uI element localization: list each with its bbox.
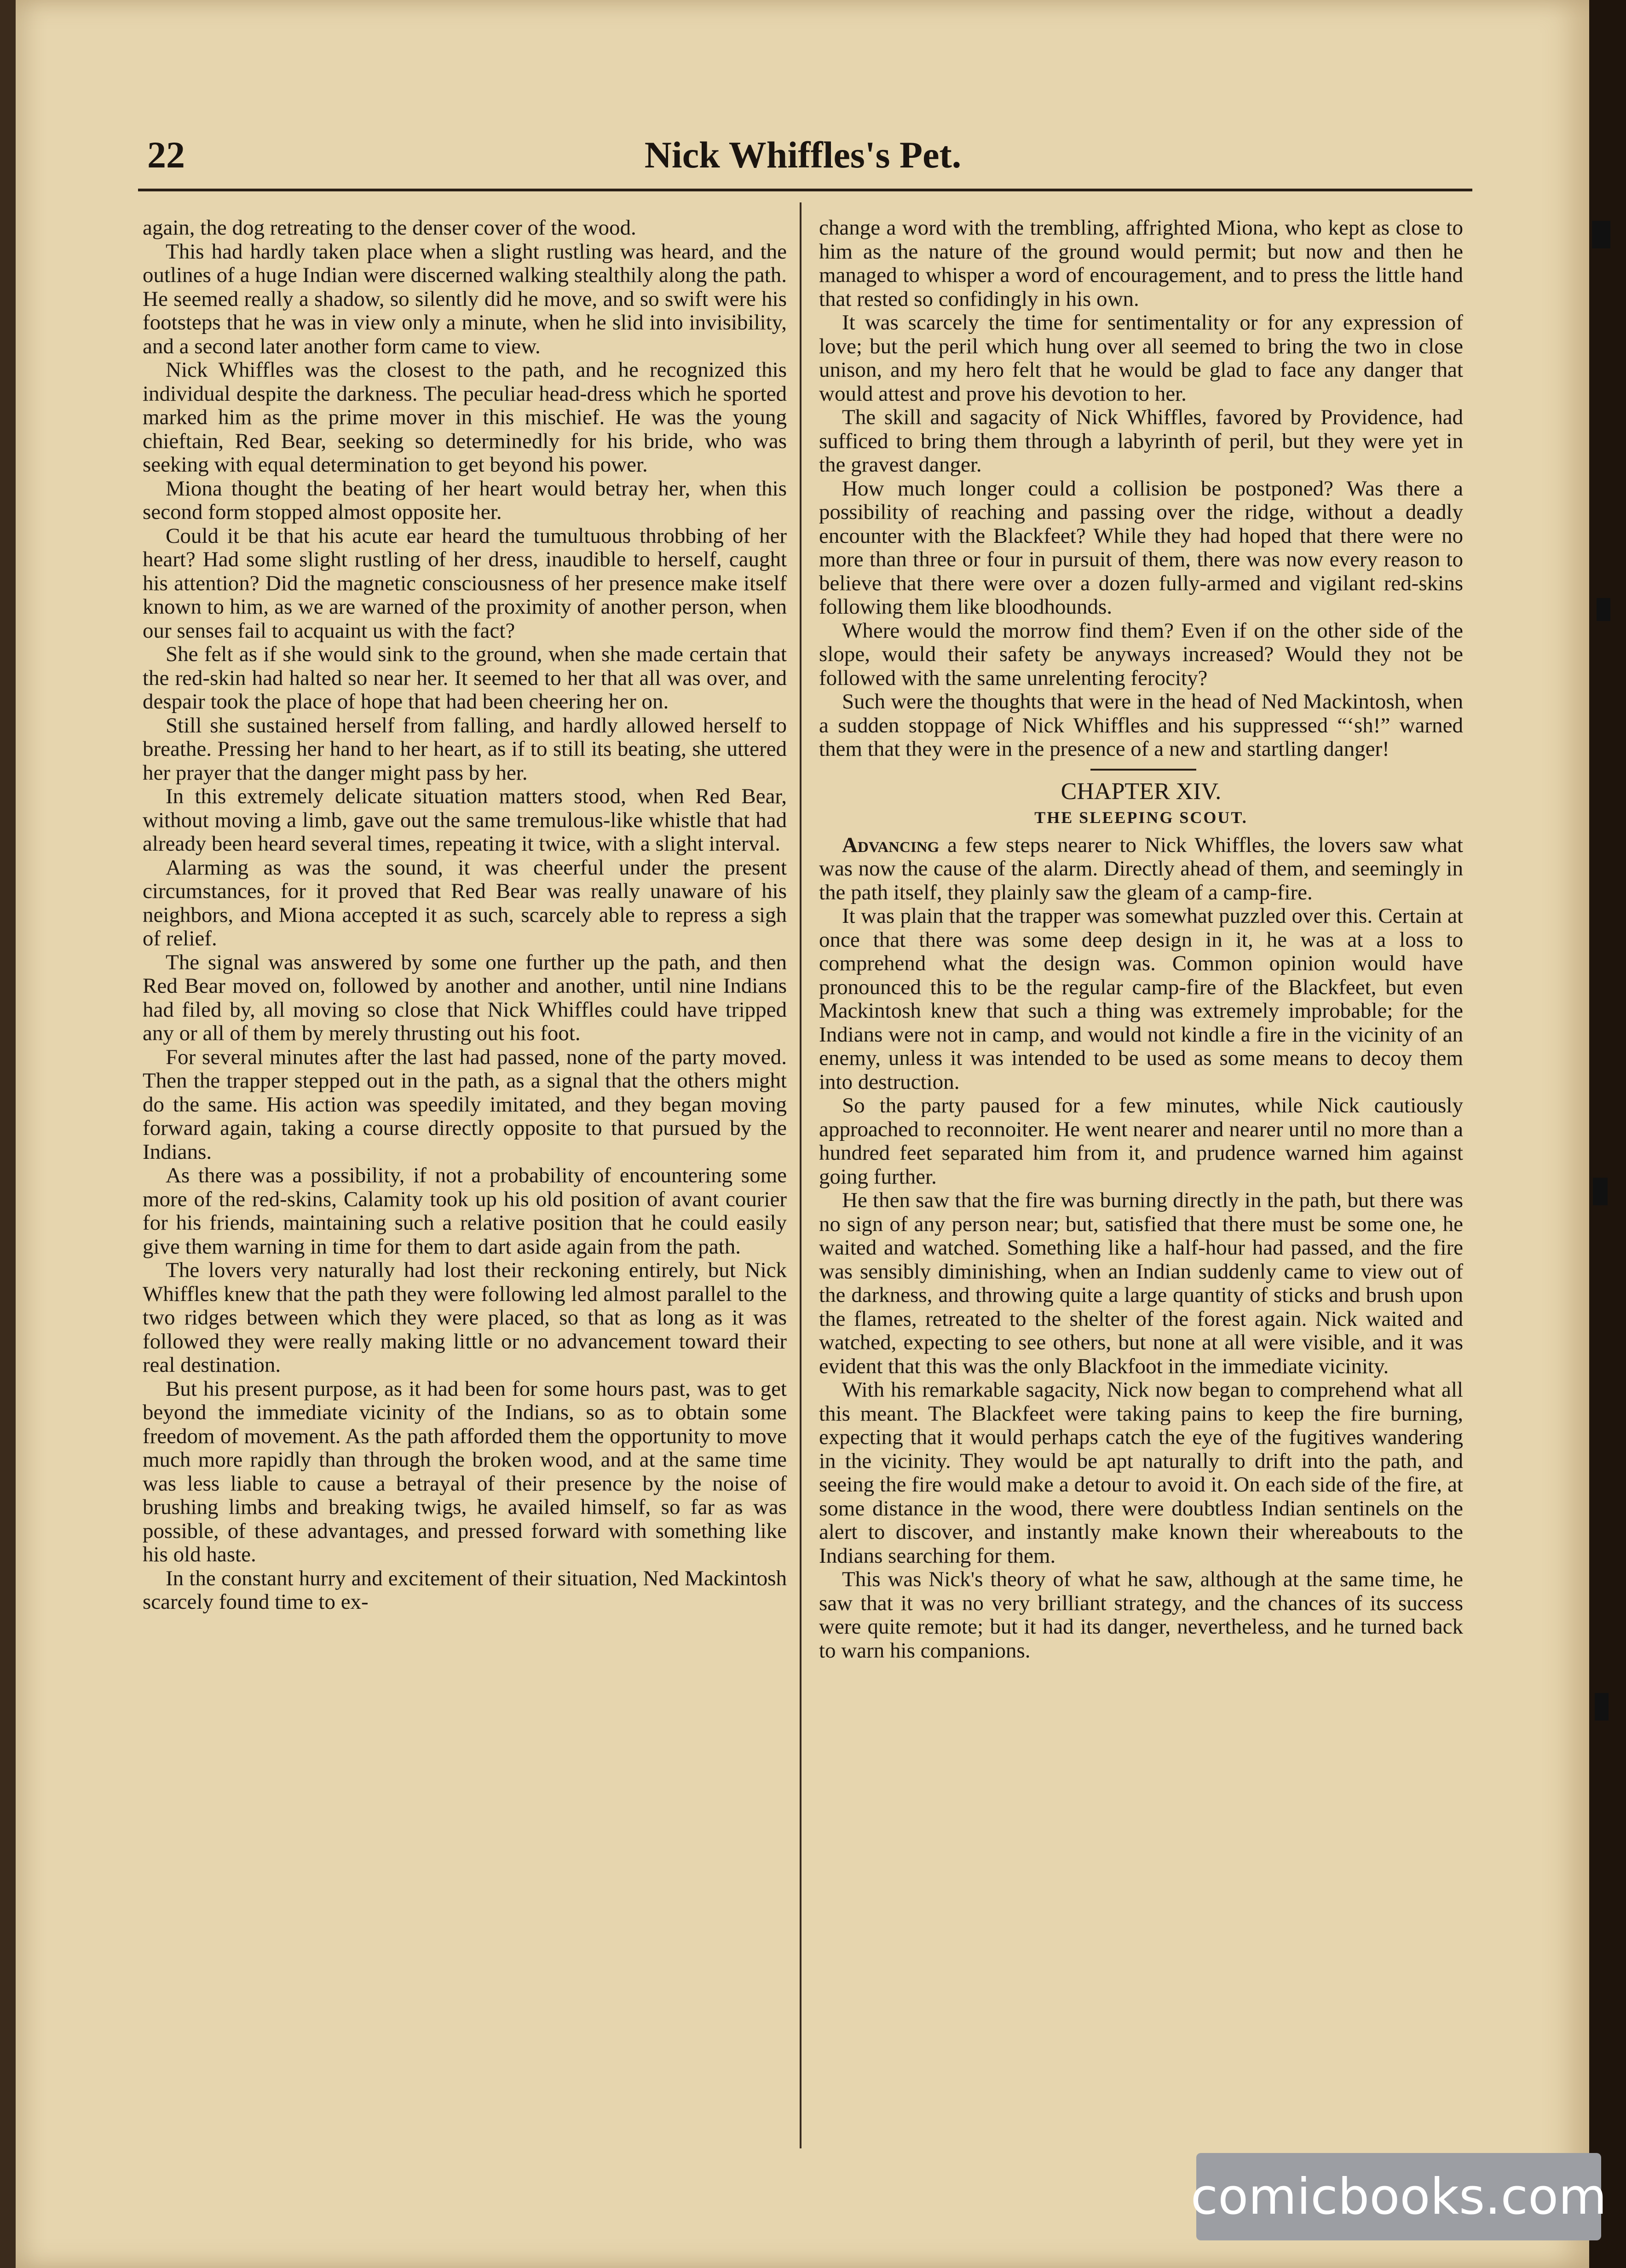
paragraph: This had hardly taken place when a slight rustling was heard, and the outlines of a huge Indian were discerned walking stealthily along the path. He seemed really a shadow, so silently did he move, and so swift were his footsteps that he was in view only a minute, when he slid into invisibility, and a second later another form came to view.	[143, 239, 787, 358]
paragraph: The skill and sagacity of Nick Whiffles, favored by Providence, had sufficed to bring them through a labyrinth of peril, but they were yet in the gravest danger.	[819, 405, 1463, 477]
paragraph: But his present purpose, as it had been for some hours past, was to get beyond the immediate vicinity of the Indians, so as to obtain some freedom of movement. As the path afforded them the opportunity to move much more rapidly than through the broken wood, and at the same time was less liable to cause a betrayal of their presence by the noise of brushing limbs and breaking twigs, he availed himself, so far as was possible, of these advantages, and pressed forward with something like his old haste.	[143, 1376, 787, 1566]
paragraph: Nick Whiffles was the closest to the path, and he recognized this individual despite the darkness. The peculiar head-dress which he sported marked him as the prime mover in this mischief. He was the young chieftain, Red Bear, seeking so determinedly for his bride, who was seeking with equal determination to get beyond his power.	[143, 358, 787, 477]
chapter-opening-paragraph	[819, 834, 1463, 905]
binding-mark	[1593, 1178, 1608, 1205]
right-column	[819, 216, 1463, 1663]
paragraph: Such were the thoughts that were in the head of Ned Mackintosh, when a sudden stoppage of Nick Whiffles and his suppressed “‘sh!” warned them that they were in the presence of a new and startling danger!	[819, 690, 1463, 761]
binding-mark	[1597, 598, 1610, 621]
paragraph: As there was a possibility, if not a probability of encountering some more of the red-skins, Calamity took up his old position of avant courier for his friends, maintaining such a relative position that he could easily give them warning in time for them to dart aside again from the path.	[143, 1163, 787, 1259]
column-divider	[800, 202, 801, 2148]
chapter-title: CHAPTER XIV.	[819, 780, 1463, 804]
paragraph: The signal was answered by some one further up the path, and then Red Bear moved on, followed by another and another, until nine Indians had filed by, all moving so close that Nick Whiffles could have tripped any or all of them by merely thrusting out his foot.	[143, 950, 787, 1045]
binding-mark	[1592, 221, 1610, 248]
paragraph: So the party paused for a few minutes, while Nick cautiously approached to reconnoiter. He went nearer and nearer until no more than a hundred feet separated him from it, and prudence warned him against going further.	[819, 1094, 1463, 1189]
paragraph: Still she sustained herself from falling, and hardly allowed herself to breathe. Pressing her hand to her heart, as if to still its beating, she uttered her prayer that the danger might pass by her.	[143, 713, 787, 785]
page-number: 22	[147, 134, 185, 176]
paragraph: He then saw that the fire was burning directly in the path, but there was no sign of any person near; but, satisfied that there must be some one, he waited and watched. Something like a half-hour had passed, and the fire was sensibly diminishing, when an Indian suddenly came to view out of the darkness, and throwing quite a large quantity of sticks and brush upon the flames, retreated to the shelter of the forest again. Nick waited and watched, expecting to see others, but none at all were visible, and it was evident that this was the only Blackfoot in the immediate vicinity.	[819, 1188, 1463, 1378]
binding-mark	[1595, 1693, 1609, 1721]
paragraph: She felt as if she would sink to the ground, when she made certain that the red-skin had halted so near her. It seemed to her that all was over, and despair took the place of hope that had been cheering her on.	[143, 642, 787, 714]
paragraph: This was Nick's theory of what he saw, although at the same time, he saw that it was no very brilliant strategy, and the chances of its success were quite remote; but it had its danger, nevertheless, and he turned back to warn his companions.	[819, 1567, 1463, 1663]
watermark-badge: comicbooks.com	[1196, 2153, 1601, 2240]
page-edge	[1589, 0, 1626, 2268]
opening-text: a few steps nearer to Nick Whiffles, the lovers saw what was now the cause of the alarm. Directly ahead of them, and seemingly in the path itself, they plainly saw the gleam of a camp-fire.	[819, 833, 1463, 904]
paragraph: In this extremely delicate situation matters stood, when Red Bear, without moving a limb, gave out the same tremulous-like whistle that had already been heard several times, repeating it twice, with a slight interval.	[143, 784, 787, 856]
left-column	[143, 216, 787, 1614]
paragraph: For several minutes after the last had passed, none of the party moved. Then the trapper stepped out in the path, as a signal that the others might do the same. His action was speedily imitated, and they began moving forward again, taking a course directly opposite to that pursued by the Indians.	[143, 1045, 787, 1164]
header-rule	[138, 189, 1472, 191]
paragraph: How much longer could a collision be postponed? Was there a possibility of reaching and passing over the ridge, without a deadly encounter with the Blackfeet? While they had hoped that there were no more than three or four in pursuit of them, there was now every reason to believe that there were over a dozen fully-armed and vigilant red-skins following them like bloodhounds.	[819, 476, 1463, 619]
paragraph: Alarming as was the sound, it was cheerful under the present circumstances, for it proved that Red Bear was really unaware of his neighbors, and Miona accepted it as such, scarcely able to repress a sigh of relief.	[143, 855, 787, 950]
paragraph: In the constant hurry and excitement of their situation, Ned Mackintosh scarcely found time to ex-	[143, 1566, 787, 1614]
paragraph: With his remarkable sagacity, Nick now began to comprehend what all this meant. The Blackfeet were taking pains to keep the fire burning, expecting that it would perhaps catch the eye of the fugitives wandering in the vicinity. They would be apt naturally to drift into the path, and seeing the fire would make a detour to avoid it. On each side of the fire, at some distance in the wood, there were doubtless Indian sentinels on the alert to discover, and instantly make known their whereabouts to the Indians searching for them.	[819, 1378, 1463, 1568]
page-header	[133, 124, 1472, 179]
opening-word: Advancing	[842, 833, 940, 857]
paragraph: Where would the morrow find them? Even if on the other side of the slope, would their safety be anyways increased? Would they not be followed with the same unrelenting ferocity?	[819, 618, 1463, 690]
paragraph: It was scarcely the time for sentimentality or for any expression of love; but the peril which hung over all seemed to bring the two in close unison, and my hero felt that he would be glad to face any danger that would attest and prove his devotion to her.	[819, 311, 1463, 406]
paragraph: change a word with the trembling, affrighted Miona, who kept as close to him as the nature of the ground would permit; but now and then he managed to whisper a word of encouragement, and to press the little hand that rested so confidingly in his own.	[819, 216, 1463, 311]
running-title: Nick Whiffles's Pet.	[644, 134, 962, 176]
chapter-subtitle: THE SLEEPING SCOUT.	[1034, 808, 1248, 827]
paragraph: It was plain that the trapper was somewhat puzzled over this. Certain at once that there was some deep design in it, he was at a loss to comprehend what the design was. Common opinion would have pronounced this to be the regular camp-fire of the Blackfeet, but even Mackintosh knew that such a thing was extremely improbable; for the Indians were not in camp, and would not kindle a fire in the vicinity of an enemy, unless it was intended to be used as some means to decoy them into destruction.	[819, 904, 1463, 1094]
paragraph: Could it be that his acute ear heard the tumultuous throbbing of her heart? Had some slight rustling of her dress, inaudible to herself, caught his attention? Did the magnetic consciousness of her presence make itself known to him, as we are warned of the proximity of another person, when our senses fail to acquaint us with the fact?	[143, 524, 787, 643]
paragraph: The lovers very naturally had lost their reckoning entirely, but Nick Whiffles knew that the path they were following led almost parallel to the two ridges between which they were placed, so that as long as it was followed they were really making little or no advancement toward their real destination.	[143, 1258, 787, 1377]
paragraph: again, the dog retreating to the denser cover of the wood.	[143, 216, 636, 240]
paragraph: Miona thought the beating of her heart would betray her, when this second form stopped almost opposite her.	[143, 476, 787, 524]
